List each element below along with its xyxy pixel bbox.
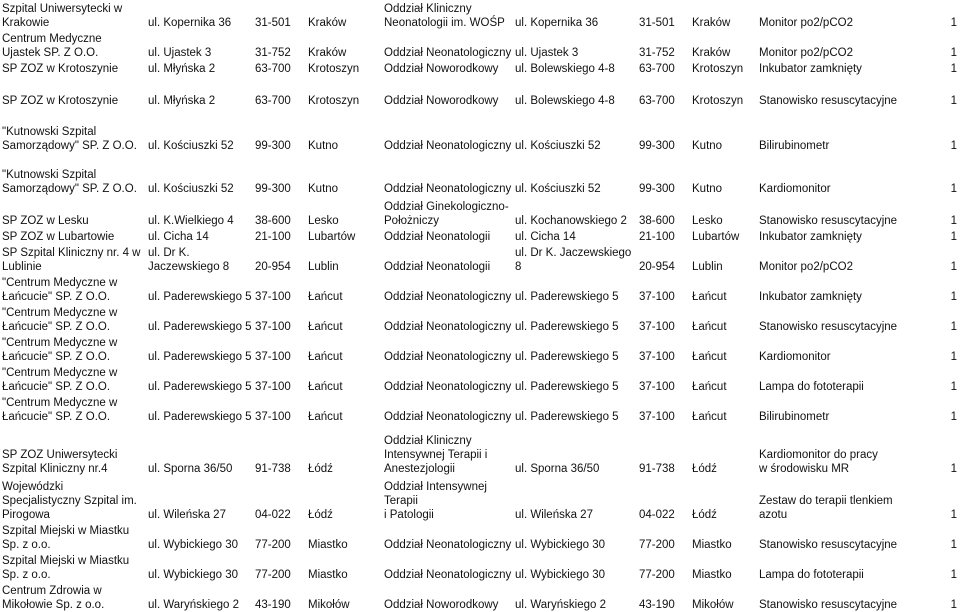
department-postal-code-cell: 63-700 <box>639 95 675 107</box>
department-address-cell: ul. Bolewskiego 4-8 <box>515 63 615 75</box>
table-row <box>0 522 960 552</box>
facility-postal-code-cell: 37-100 <box>255 381 291 393</box>
department-postal-code-cell: 99-300 <box>639 140 675 152</box>
department-postal-code-cell: 77-200 <box>639 569 675 581</box>
device-name-cell: Monitor po2/pCO2 <box>759 47 853 59</box>
department-name-cell: Oddział Neonatologiczny <box>384 351 512 363</box>
facility-address-cell: ul. Waryńskiego 2 <box>148 599 239 611</box>
device-name-cell: Zestaw do terapii tlenkiem azotu <box>759 495 893 521</box>
department-city-cell: Miastko <box>692 539 732 551</box>
department-postal-code-cell: 37-100 <box>639 381 675 393</box>
department-name-cell: Oddział Noworodkowy <box>384 63 499 75</box>
department-city-cell: Kraków <box>692 47 731 59</box>
facility-city-cell: Łódź <box>308 463 333 475</box>
quantity-cell: 1 <box>950 411 957 423</box>
table-row <box>0 244 960 274</box>
facility-name-cell: Szpital Uniwersytecki w Krakowie <box>2 3 123 29</box>
department-name-cell: Oddział Neonatologiczny <box>384 291 512 303</box>
facility-name-cell: SP ZOZ w Lubartowie <box>2 231 115 243</box>
department-address-cell: ul. Kościuszki 52 <box>515 140 601 152</box>
quantity-cell: 1 <box>950 291 957 303</box>
quantity-cell: 1 <box>950 261 957 273</box>
facility-city-cell: Łańcut <box>308 321 343 333</box>
quantity-cell: 1 <box>950 351 957 363</box>
device-name-cell: Kardiomonitor do pracy w środowisku MR <box>759 449 878 475</box>
department-name-cell: Oddział Neonatologiczny <box>384 411 512 423</box>
quantity-cell: 1 <box>950 539 957 551</box>
facility-address-cell: ul. Paderewskiego 5 <box>148 381 252 393</box>
facility-address-cell: ul. Kościuszki 52 <box>148 140 234 152</box>
facility-address-cell: ul. Cicha 14 <box>148 231 209 243</box>
facility-name-cell: "Centrum Medyczne w Łańcucie" SP. Z O.O. <box>2 337 118 363</box>
quantity-cell: 1 <box>950 509 957 521</box>
department-postal-code-cell: 31-752 <box>639 47 675 59</box>
facility-postal-code-cell: 38-600 <box>255 215 291 227</box>
department-name-cell: Oddział Noworodkowy <box>384 599 499 611</box>
department-city-cell: Mikołów <box>692 599 734 611</box>
facility-name-cell: SP ZOZ w Krotoszynie <box>2 63 119 75</box>
quantity-cell: 1 <box>950 321 957 333</box>
department-address-cell: ul. Paderewskiego 5 <box>515 381 619 393</box>
device-name-cell: Monitor po2/pCO2 <box>759 261 853 273</box>
department-name-cell: Oddział Neonatologiczny <box>384 381 512 393</box>
department-address-cell: ul. Paderewskiego 5 <box>515 351 619 363</box>
department-postal-code-cell: 21-100 <box>639 231 675 243</box>
quantity-cell: 1 <box>950 63 957 75</box>
department-city-cell: Kraków <box>692 17 731 29</box>
department-postal-code-cell: 43-190 <box>639 599 675 611</box>
table-row <box>0 153 960 196</box>
facility-city-cell: Łańcut <box>308 411 343 423</box>
table-row <box>0 30 960 60</box>
device-name-cell: Lampa do fototerapii <box>759 381 864 393</box>
facility-city-cell: Krotoszyn <box>308 95 360 107</box>
quantity-cell: 1 <box>950 231 957 243</box>
facility-city-cell: Łańcut <box>308 381 343 393</box>
device-name-cell: Stanowisko resuscytacyjne <box>759 599 898 611</box>
department-postal-code-cell: 04-022 <box>639 509 675 521</box>
quantity-cell: 1 <box>950 17 957 29</box>
department-postal-code-cell: 77-200 <box>639 539 675 551</box>
department-postal-code-cell: 20-954 <box>639 261 675 273</box>
facility-postal-code-cell: 63-700 <box>255 95 291 107</box>
department-city-cell: Łańcut <box>692 351 727 363</box>
department-name-cell: Oddział Neonatologiczny <box>384 321 512 333</box>
facility-city-cell: Lesko <box>308 215 339 227</box>
department-address-cell: ul. Paderewskiego 5 <box>515 321 619 333</box>
device-name-cell: Bilirubinometr <box>759 411 830 423</box>
facility-name-cell: "Centrum Medyczne w Łańcucie" SP. Z O.O. <box>2 397 118 423</box>
department-postal-code-cell: 63-700 <box>639 63 675 75</box>
department-address-cell: ul. Ujastek 3 <box>515 47 579 59</box>
facility-name-cell: SP Szpital Kliniczny nr. 4 w Lublinie <box>2 247 141 273</box>
facility-address-cell: ul. Dr K. Jaczewskiego 8 <box>148 247 230 273</box>
table-row <box>0 394 960 424</box>
department-name-cell: Oddział Neonatologii <box>384 231 491 243</box>
department-city-cell: Łańcut <box>692 321 727 333</box>
facility-city-cell: Miastko <box>308 539 348 551</box>
facility-address-cell: ul. Paderewskiego 5 <box>148 351 252 363</box>
device-name-cell: Inkubator zamknięty <box>759 63 862 75</box>
quantity-cell: 1 <box>950 463 957 475</box>
department-postal-code-cell: 38-600 <box>639 215 675 227</box>
device-name-cell: Bilirubinometr <box>759 140 830 152</box>
quantity-cell: 1 <box>950 183 957 195</box>
facility-postal-code-cell: 43-190 <box>255 599 291 611</box>
quantity-cell: 1 <box>950 569 957 581</box>
facility-address-cell: ul. Kościuszki 52 <box>148 183 234 195</box>
device-name-cell: Inkubator zamknięty <box>759 291 862 303</box>
facility-postal-code-cell: 37-100 <box>255 291 291 303</box>
device-name-cell: Monitor po2/pCO2 <box>759 17 853 29</box>
facility-name-cell: SP ZOZ Uniwersytecki Szpital Kliniczny nr.4 <box>2 449 118 475</box>
department-postal-code-cell: 37-100 <box>639 411 675 423</box>
department-name-cell: Oddział Intensywnej Terapii i Patologii <box>384 481 487 521</box>
facility-name-cell: "Kutnowski Szpital Samorządowy" SP. Z O.O. <box>2 126 137 152</box>
facility-address-cell: ul. Młyńska 2 <box>148 63 216 75</box>
table-row <box>0 476 960 522</box>
facility-address-cell: ul. Wybickiego 30 <box>148 569 239 581</box>
facility-city-cell: Kraków <box>308 17 347 29</box>
facility-address-cell: ul. Wileńska 27 <box>148 509 226 521</box>
device-name-cell: Kardiomonitor <box>759 351 831 363</box>
facility-city-cell: Łańcut <box>308 351 343 363</box>
department-address-cell: ul. Paderewskiego 5 <box>515 291 619 303</box>
device-name-cell: Lampa do fototerapii <box>759 569 864 581</box>
table-row <box>0 228 960 244</box>
device-name-cell: Stanowisko resuscytacyjne <box>759 321 898 333</box>
quantity-cell: 1 <box>950 140 957 152</box>
department-name-cell: Oddział Ginekologiczno- Położniczy <box>384 201 509 227</box>
department-name-cell: Oddział Neonatologiczny <box>384 539 512 551</box>
table-row <box>0 108 960 153</box>
facility-name-cell: Centrum Medyczne Ujastek SP. Z O.O. <box>2 33 102 59</box>
facility-address-cell: ul. Młyńska 2 <box>148 95 216 107</box>
quantity-cell: 1 <box>950 599 957 611</box>
facility-city-cell: Lublin <box>308 261 339 273</box>
department-city-cell: Krotoszyn <box>692 63 744 75</box>
facility-postal-code-cell: 37-100 <box>255 351 291 363</box>
facility-city-cell: Łańcut <box>308 291 343 303</box>
device-name-cell: Inkubator zamknięty <box>759 231 862 243</box>
facility-postal-code-cell: 63-700 <box>255 63 291 75</box>
department-address-cell: ul. Sporna 36/50 <box>515 463 600 475</box>
table-row <box>0 60 960 76</box>
department-name-cell: Oddział Neonatologiczny <box>384 140 512 152</box>
department-name-cell: Oddział Neonatologii <box>384 261 491 273</box>
facility-address-cell: ul. Paderewskiego 5 <box>148 411 252 423</box>
department-address-cell: ul. Paderewskiego 5 <box>515 411 619 423</box>
table-row <box>0 552 960 582</box>
department-postal-code-cell: 99-300 <box>639 183 675 195</box>
department-city-cell: Łańcut <box>692 291 727 303</box>
department-name-cell: Oddział Neonatologiczny <box>384 183 512 195</box>
department-name-cell: Oddział Kliniczny Intensywnej Terapii i Anestezjologii <box>384 435 488 475</box>
facility-city-cell: Krotoszyn <box>308 63 360 75</box>
device-name-cell: Kardiomonitor <box>759 183 831 195</box>
facility-address-cell: ul. Ujastek 3 <box>148 47 212 59</box>
table-row <box>0 424 960 476</box>
table-row <box>0 304 960 334</box>
facility-name-cell: "Centrum Medyczne w Łańcucie" SP. Z O.O. <box>2 277 118 303</box>
department-address-cell: ul. Wileńska 27 <box>515 509 593 521</box>
department-address-cell: ul. Wybickiego 30 <box>515 569 606 581</box>
department-address-cell: ul. Kopernika 36 <box>515 17 599 29</box>
facility-postal-code-cell: 99-300 <box>255 183 291 195</box>
facility-address-cell: ul. Kopernika 36 <box>148 17 232 29</box>
facility-name-cell: Szpital Miejski w Miastku Sp. z o.o. <box>2 525 130 551</box>
facility-postal-code-cell: 77-200 <box>255 569 291 581</box>
facility-address-cell: ul. Paderewskiego 5 <box>148 321 252 333</box>
table-row <box>0 274 960 304</box>
facility-postal-code-cell: 31-501 <box>255 17 291 29</box>
facility-city-cell: Kutno <box>308 183 339 195</box>
table-row <box>0 0 960 30</box>
department-postal-code-cell: 91-738 <box>639 463 675 475</box>
department-city-cell: Lesko <box>692 215 723 227</box>
facility-city-cell: Lubartów <box>308 231 356 243</box>
facility-name-cell: SP ZOZ w Lesku <box>2 215 89 227</box>
quantity-cell: 1 <box>950 381 957 393</box>
department-address-cell: ul. Bolewskiego 4-8 <box>515 95 615 107</box>
facility-name-cell: "Centrum Medyczne w Łańcucie" SP. Z O.O. <box>2 307 118 333</box>
facility-address-cell: ul. Wybickiego 30 <box>148 539 239 551</box>
department-postal-code-cell: 37-100 <box>639 291 675 303</box>
facility-postal-code-cell: 21-100 <box>255 231 291 243</box>
department-city-cell: Lubartów <box>692 231 740 243</box>
department-postal-code-cell: 31-501 <box>639 17 675 29</box>
facility-city-cell: Łódź <box>308 509 333 521</box>
facility-postal-code-cell: 77-200 <box>255 539 291 551</box>
facility-postal-code-cell: 04-022 <box>255 509 291 521</box>
department-name-cell: Oddział Kliniczny Neonatologii im. WOŚP <box>384 3 505 29</box>
department-city-cell: Łańcut <box>692 411 727 423</box>
department-city-cell: Łańcut <box>692 381 727 393</box>
facility-postal-code-cell: 91-738 <box>255 463 291 475</box>
department-city-cell: Łódź <box>692 463 717 475</box>
facility-postal-code-cell: 37-100 <box>255 411 291 423</box>
department-postal-code-cell: 37-100 <box>639 351 675 363</box>
facility-postal-code-cell: 31-752 <box>255 47 291 59</box>
facility-city-cell: Kutno <box>308 140 339 152</box>
department-name-cell: Oddział Neonatologiczny <box>384 47 512 59</box>
facility-postal-code-cell: 20-954 <box>255 261 291 273</box>
facility-city-cell: Kraków <box>308 47 347 59</box>
department-postal-code-cell: 37-100 <box>639 321 675 333</box>
department-address-cell: ul. Kościuszki 52 <box>515 183 601 195</box>
facility-city-cell: Mikołów <box>308 599 350 611</box>
facility-name-cell: Centrum Zdrowia w Mikołowie Sp. z o.o. <box>2 585 105 611</box>
device-name-cell: Stanowisko resuscytacyjne <box>759 215 898 227</box>
department-city-cell: Kutno <box>692 140 723 152</box>
table-row <box>0 364 960 394</box>
department-address-cell: ul. Dr K. Jaczewskiego 8 <box>515 247 632 273</box>
department-city-cell: Kutno <box>692 183 723 195</box>
facility-postal-code-cell: 37-100 <box>255 321 291 333</box>
department-address-cell: ul. Waryńskiego 2 <box>515 599 606 611</box>
quantity-cell: 1 <box>950 47 957 59</box>
table-row <box>0 334 960 364</box>
facility-name-cell: Szpital Miejski w Miastku Sp. z o.o. <box>2 555 130 581</box>
department-city-cell: Lublin <box>692 261 723 273</box>
quantity-cell: 1 <box>950 95 957 107</box>
device-name-cell: Stanowisko resuscytacyjne <box>759 95 898 107</box>
device-name-cell: Stanowisko resuscytacyjne <box>759 539 898 551</box>
facility-address-cell: ul. Paderewskiego 5 <box>148 291 252 303</box>
department-address-cell: ul. Cicha 14 <box>515 231 576 243</box>
facility-name-cell: "Kutnowski Szpital Samorządowy" SP. Z O.O. <box>2 169 137 195</box>
facility-city-cell: Miastko <box>308 569 348 581</box>
facility-name-cell: Wojewódzki Specjalistyczny Szpital im. Pirogowa <box>2 481 137 521</box>
quantity-cell: 1 <box>950 215 957 227</box>
department-name-cell: Oddział Neonatologiczny <box>384 569 512 581</box>
facility-address-cell: ul. Sporna 36/50 <box>148 463 233 475</box>
facility-address-cell: ul. K.Wielkiego 4 <box>148 215 234 227</box>
department-name-cell: Oddział Noworodkowy <box>384 95 499 107</box>
department-city-cell: Krotoszyn <box>692 95 744 107</box>
department-address-cell: ul. Kochanowskiego 2 <box>515 215 627 227</box>
table-row <box>0 76 960 108</box>
facility-name-cell: "Centrum Medyczne w Łańcucie" SP. Z O.O. <box>2 367 118 393</box>
table-row <box>0 196 960 228</box>
department-city-cell: Łódź <box>692 509 717 521</box>
department-city-cell: Miastko <box>692 569 732 581</box>
facility-postal-code-cell: 99-300 <box>255 140 291 152</box>
department-address-cell: ul. Wybickiego 30 <box>515 539 606 551</box>
facility-name-cell: SP ZOZ w Krotoszynie <box>2 95 119 107</box>
